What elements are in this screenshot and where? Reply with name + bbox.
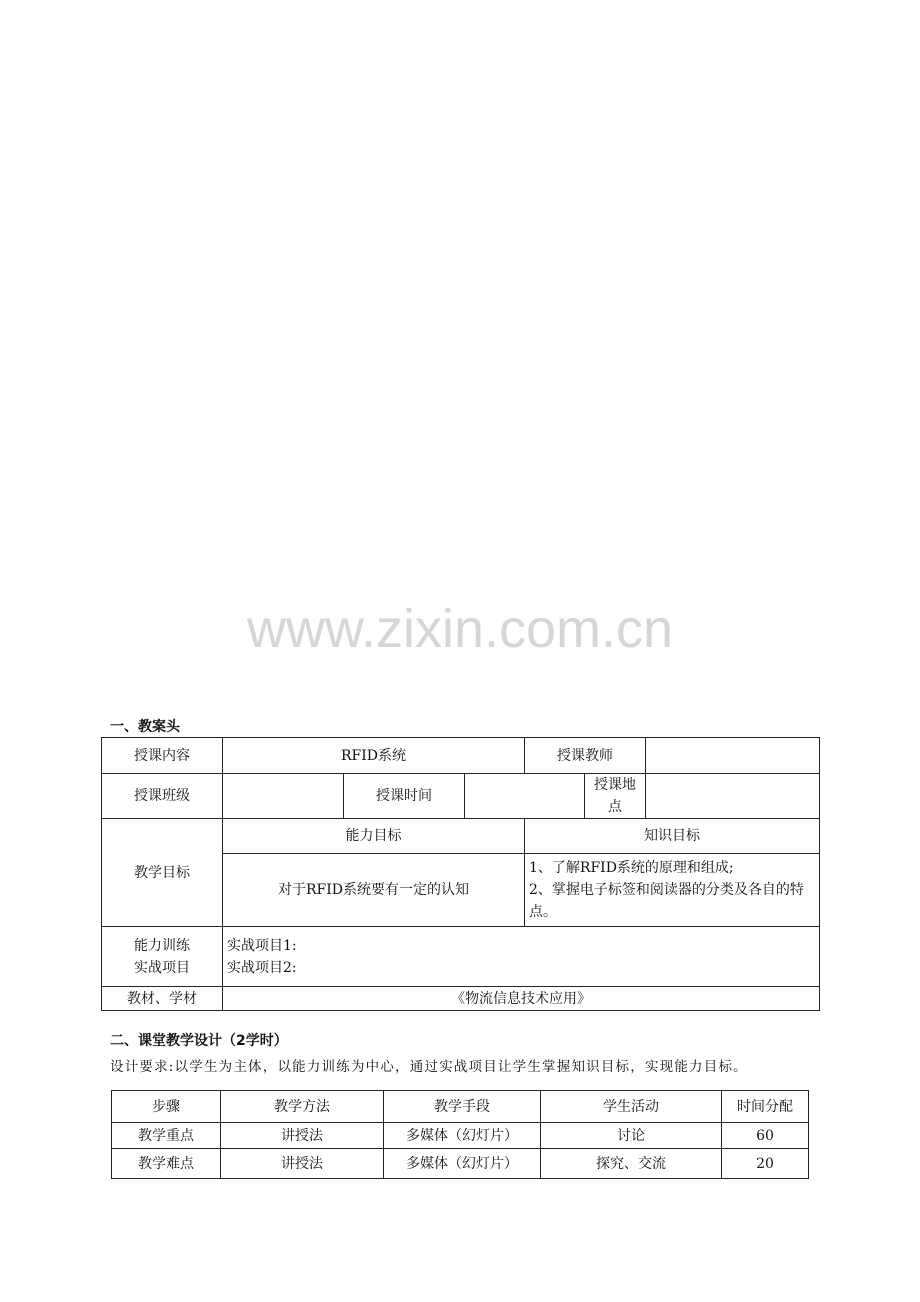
label-projects <box>102 927 223 987</box>
table-cell: 讲授法 <box>221 1123 384 1149</box>
column-header: 学生活动 <box>541 1091 722 1123</box>
place-value <box>646 774 820 819</box>
label-projects-line-2: 实战项目 <box>134 959 190 976</box>
label-materials: 教材、学材 <box>102 987 223 1011</box>
label-content: 授课内容 <box>102 738 223 774</box>
table-cell: 20 <box>722 1149 809 1179</box>
time-value <box>465 774 585 819</box>
section1-heading: 一、教案头 <box>110 719 180 735</box>
table-cell: 60 <box>722 1123 809 1149</box>
label-place: 授课地点 <box>585 774 646 819</box>
content-value: RFID系统 <box>223 738 525 774</box>
design-requirement: 设计要求:以学生为主体，以能力训练为中心，通过实战项目让学生掌握知识目标，实现能力目标。 <box>110 1059 748 1075</box>
label-class: 授课班级 <box>102 774 223 819</box>
table-cell: 教学重点 <box>112 1123 221 1149</box>
project-item-2: 实战项目2: <box>227 959 297 976</box>
table-cell: 多媒体（幻灯片） <box>384 1149 541 1179</box>
table-header-row <box>112 1091 809 1123</box>
label-time: 授课时间 <box>344 774 465 819</box>
table-row <box>112 1149 809 1179</box>
class-value <box>223 774 344 819</box>
watermark: www.zixin.com.cn <box>246 599 674 659</box>
knowledge-line-2: 2、掌握电子标签和阅读器的分类及各自的特点。 <box>529 882 804 920</box>
label-teacher: 授课教师 <box>525 738 646 774</box>
column-header: 时间分配 <box>722 1091 809 1123</box>
project-item-1: 实战项目1: <box>227 937 297 954</box>
knowledge-header: 知识目标 <box>525 819 820 854</box>
table-cell: 讲授法 <box>221 1149 384 1179</box>
label-projects-line-1: 能力训练 <box>134 937 190 954</box>
teaching-design-table <box>111 1090 809 1179</box>
lesson-header-table <box>101 737 820 1011</box>
table-cell: 探究、交流 <box>541 1149 722 1179</box>
section2-heading: 二、课堂教学设计（2学时） <box>110 1033 288 1049</box>
knowledge-line-1: 1、了解RFID系统的原理和组成; <box>529 860 734 876</box>
table-cell: 多媒体（幻灯片） <box>384 1123 541 1149</box>
teacher-value <box>646 738 820 774</box>
column-header: 教学方法 <box>221 1091 384 1123</box>
table-cell: 教学难点 <box>112 1149 221 1179</box>
knowledge-text <box>525 854 820 927</box>
materials-value: 《物流信息技术应用》 <box>223 987 820 1011</box>
projects-value <box>223 927 820 987</box>
table-cell: 讨论 <box>541 1123 722 1149</box>
ability-header: 能力目标 <box>223 819 525 854</box>
table-row <box>112 1123 809 1149</box>
label-objectives: 教学目标 <box>102 819 223 927</box>
column-header: 步骤 <box>112 1091 221 1123</box>
ability-text: 对于RFID系统要有一定的认知 <box>223 854 525 927</box>
column-header: 教学手段 <box>384 1091 541 1123</box>
